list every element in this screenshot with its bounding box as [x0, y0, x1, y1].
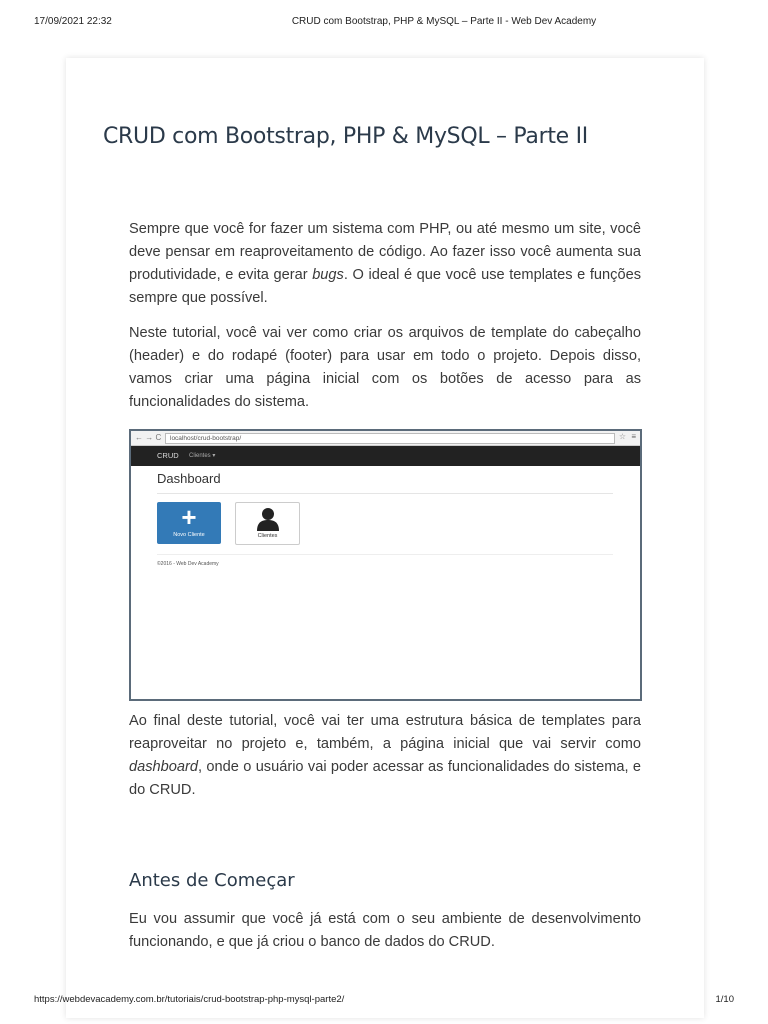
- section-content: [129, 908, 641, 966]
- paragraph-3-emphasis: dashboard: [129, 759, 198, 775]
- paragraph-2: Neste tutorial, você vai ver como criar os arquivos de template do cabeçalho (header) e do rodapé (footer) para usar em todo o projeto. Depois disso, vamos criar uma página inicial com os botões de acesso para as funcionalidades do sistema.: [129, 325, 641, 410]
- paragraph-3: [129, 710, 641, 802]
- article-card: [66, 58, 704, 1018]
- browser-toolbar: [131, 431, 640, 446]
- new-client-tile: [157, 502, 221, 544]
- post-title: CRUD com Bootstrap, PHP & MySQL – Parte II: [103, 124, 588, 149]
- browser-nav-buttons: ← → C: [135, 433, 162, 442]
- print-header: [0, 16, 768, 30]
- outro-content: [129, 710, 641, 814]
- paragraph-3-text-b: , onde o usuário vai poder acessar as funcionalidades do sistema, e do CRUD.: [129, 759, 641, 798]
- print-url[interactable]: https://webdevacademy.com.br/tutoriais/crud-bootstrap-php-mysql-parte2/: [34, 994, 345, 1005]
- dashboard-divider: [157, 493, 613, 494]
- app-screenshot-image: [129, 429, 642, 701]
- plus-icon: +: [181, 502, 197, 532]
- print-doc-title: CRUD com Bootstrap, PHP & MySQL – Parte II - Web Dev Academy: [291, 16, 597, 27]
- menu-icon: ≡: [631, 432, 636, 441]
- browser-address-bar: localhost/crud-bootstrap/: [165, 433, 615, 444]
- clients-dropdown: Clientes ▾: [189, 453, 216, 459]
- dashboard-title: Dashboard: [157, 471, 221, 486]
- screenshot-footer: ©2016 - Web Dev Academy: [157, 561, 219, 567]
- paragraph-1-text-b: . O ideal é que você use templates e funções sempre que possível.: [129, 267, 641, 306]
- print-footer: [0, 994, 768, 1008]
- star-icon: ☆: [618, 432, 626, 441]
- paragraph-1-emphasis: bugs: [312, 267, 344, 283]
- user-icon: [257, 507, 279, 531]
- paragraph-1-text-a: Sempre que você for fazer um sistema com PHP, ou até mesmo um site, você deve pensar em reaproveitamento de código. Ao fazer isso você aumenta sua produtividade, e evita gerar: [129, 221, 641, 283]
- app-navbar: [131, 446, 640, 466]
- page-counter: 1/10: [715, 994, 734, 1005]
- paragraph-3-text-a: Ao final deste tutorial, você vai ter uma estrutura básica de templates para reaproveitar no projeto e, também, a página inicial que vai servir como: [129, 713, 641, 752]
- clients-label: Clientes: [257, 533, 278, 539]
- paragraph-1: [129, 218, 641, 310]
- print-date: 17/09/2021 22:32: [34, 16, 112, 27]
- new-client-label: Novo Cliente: [173, 532, 205, 538]
- clients-tile: [235, 502, 300, 545]
- section-heading: Antes de Começar: [129, 870, 295, 891]
- screenshot-footer-divider: [157, 554, 613, 555]
- paragraph-4: Eu vou assumir que você já está com o seu ambiente de desenvolvimento funcionando, e que já criou o banco de dados do CRUD.: [129, 911, 641, 950]
- intro-content: [129, 218, 641, 426]
- app-brand: CRUD: [157, 451, 179, 460]
